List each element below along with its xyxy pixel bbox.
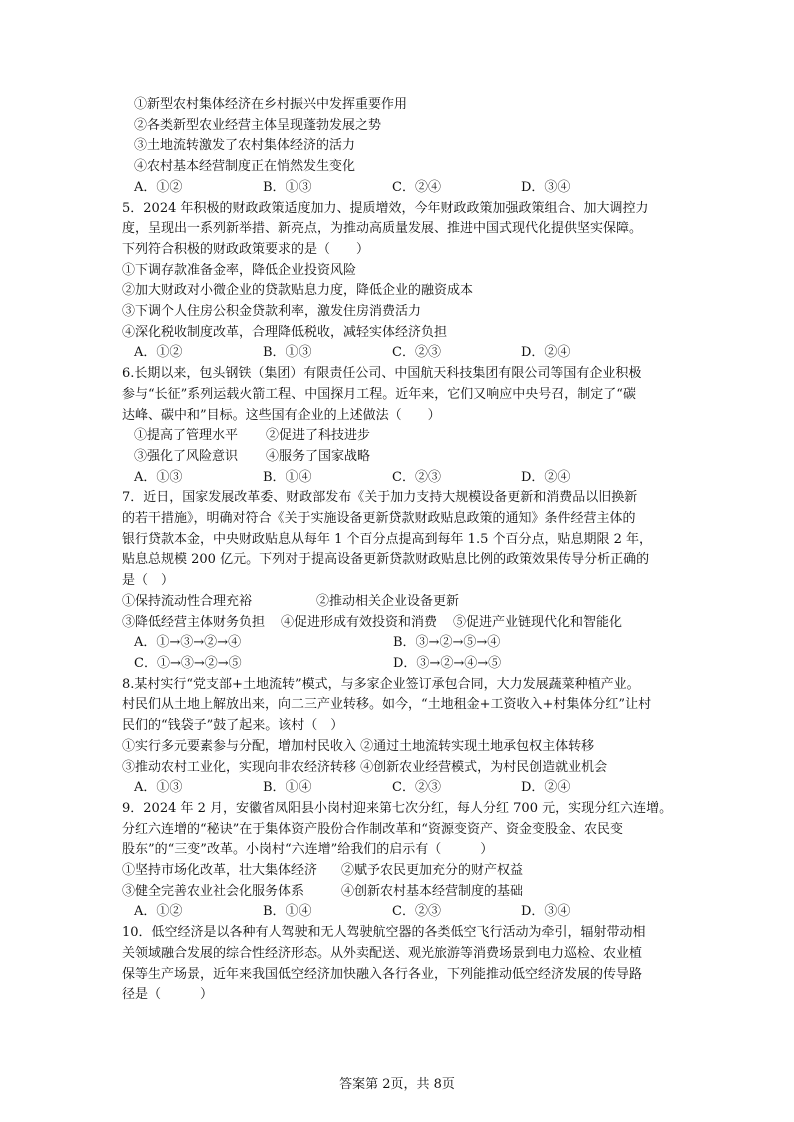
q4-items bbox=[122, 95, 678, 178]
q7-item-2: ②推动相关企业设备更新 bbox=[316, 593, 460, 609]
q9-option-a: A．①② bbox=[134, 904, 183, 920]
q4-item-1: ①新型农村集体经济在乡村振兴中发挥重要作用 bbox=[134, 97, 408, 112]
q10-stem-line: 径是（ ） bbox=[122, 987, 214, 1003]
q9-items-row bbox=[122, 882, 678, 903]
q7-option-c: C．①→③→②→⑤ bbox=[134, 655, 242, 671]
q7-stem bbox=[122, 488, 678, 592]
q6-options bbox=[122, 468, 678, 489]
q8-stem-line: 民们的“钱袋子”鼓了起来。该村（ ） bbox=[122, 718, 344, 734]
q10-stem-line: 关领域融合发展的综合性经济形态。从外卖配送、观光旅游等消费场景到电力巡检、农业植 bbox=[122, 945, 643, 961]
q7-option-d: D．③→②→④→⑤ bbox=[393, 655, 502, 671]
q5-options bbox=[122, 343, 678, 364]
q8-option-d: D．②④ bbox=[521, 780, 571, 796]
q7-items-row-2 bbox=[122, 613, 678, 634]
q4-item-4: ④农村基本经营制度正在悄然发生变化 bbox=[134, 159, 356, 175]
q5-items bbox=[122, 261, 678, 344]
q9-stem-line: 分红六连增的“秘诀”在于集体资产股份合作制改革和“资源变资产、资金变股金、农民变 bbox=[122, 821, 623, 837]
q5-stem bbox=[122, 199, 678, 261]
q5-item-2: ②加大财政对小微企业的贷款贴息力度，降低企业的融资成本 bbox=[122, 283, 474, 299]
q9-options bbox=[122, 902, 678, 923]
q4-options bbox=[122, 178, 678, 199]
q7-stem-line: 7．近日，国家发展改革委、财政部发布《关于加力支持大规模设备更新和消费品以旧换新 bbox=[122, 490, 638, 506]
q9-item-4: ④创新农村基本经营制度的基础 bbox=[341, 883, 524, 899]
q5-stem-line: 5．2024 年积极的财政政策适度加力、提质增效，今年财政政策加强政策组合、加大调控力 bbox=[122, 200, 649, 216]
q8-items-line: ③推动农村工业化，实现向非农经济转移 ④创新农业经营模式，为村民创造就业机会 bbox=[122, 759, 608, 775]
q7-options-row-2 bbox=[122, 654, 678, 675]
q7-item-5: ⑤促进产业链现代化和智能化 bbox=[453, 614, 623, 630]
question-content bbox=[122, 95, 678, 1006]
q7-stem-line: 银行贷款本金，中央财政贴息从每年 1 个百分点提高到每年 1.5 个百分点，贴息期限 2 年， bbox=[122, 531, 653, 547]
q6-item-2: ②促进了科技进步 bbox=[266, 428, 371, 444]
q7-item-1: ①保持流动性合理充裕 bbox=[122, 593, 253, 609]
q8-options bbox=[122, 778, 678, 799]
q7-item-3: ③降低经营主体财务负担 bbox=[122, 614, 266, 630]
page-footer: 答案第 2页，共 8页 bbox=[339, 1077, 455, 1092]
q4-option-d: D．③④ bbox=[521, 179, 571, 195]
q6-option-c: C．②③ bbox=[392, 469, 441, 485]
q6-option-d: D．②④ bbox=[521, 469, 571, 485]
q4-option-c: C．②④ bbox=[392, 179, 441, 195]
q9-item-3: ③健全完善农业社会化服务体系 bbox=[122, 883, 305, 899]
q9-item-1: ①坚持市场化改革，壮大集体经济 bbox=[122, 863, 318, 879]
q6-items bbox=[122, 426, 678, 467]
q9-stem bbox=[122, 799, 678, 861]
q9-item-2: ②赋予农民更加充分的财产权益 bbox=[341, 863, 524, 879]
q8-items bbox=[122, 737, 678, 778]
q7-items-row-1 bbox=[122, 592, 678, 613]
q4-option-a: A．①② bbox=[134, 179, 183, 195]
q4-option-b: B．①③ bbox=[263, 179, 312, 195]
q5-stem-line: 度，呈现出一系列新举措、新亮点，为推动高质量发展、推进中国式现代化提供坚实保障。 bbox=[122, 221, 643, 237]
q7-options-row-1 bbox=[122, 633, 678, 654]
q6-stem-line: 达峰、碳中和”目标。这些国有企业的上述做法（ ） bbox=[122, 407, 441, 423]
q9-items bbox=[122, 861, 678, 902]
q7-stem-line: 是（ ） bbox=[122, 573, 175, 589]
q9-option-c: C．②③ bbox=[392, 904, 441, 920]
q5-option-b: B．①③ bbox=[263, 345, 312, 361]
q10-stem-line: 10．低空经济是以各种有人驾驶和无人驾驶航空器的各类低空飞行活动为牵引，辐射带动相 bbox=[122, 925, 646, 941]
q9-option-b: B．①④ bbox=[263, 904, 312, 920]
q7-option-a: A．①→③→②→④ bbox=[134, 635, 242, 651]
q7-item-4: ④促进形成有效投资和消费 bbox=[281, 614, 438, 630]
q9-items-row bbox=[122, 861, 678, 882]
q5-option-d: D．②④ bbox=[521, 345, 571, 361]
q7-stem-line: 贴息总规模 200 亿元。下列对于提高设备更新贷款财政贴息比例的政策效果传导分析正确的 bbox=[122, 552, 650, 568]
q6-item-1: ①提高了管理水平 bbox=[134, 428, 239, 444]
q8-items-line: ①实行多元要素参与分配，增加村民收入 ②通过土地流转实现土地承包权主体转移 bbox=[122, 738, 595, 754]
q10-stem-line: 保等生产场景，近年来我国低空经济加快融入各行各业，下列能推动低空经济发展的传导路 bbox=[122, 966, 643, 982]
q6-item-3: ③强化了风险意识 bbox=[134, 448, 239, 464]
q10-stem bbox=[122, 923, 678, 1006]
q5-stem-line: 下列符合积极的财政政策要求的是（ ） bbox=[122, 241, 370, 257]
q8-option-c: C．②③ bbox=[392, 780, 441, 796]
q5-item-4: ④深化税收制度改革，合理降低税收，减轻实体经济负担 bbox=[122, 324, 448, 340]
q5-option-c: C．②③ bbox=[392, 345, 441, 361]
q6-items-row bbox=[122, 447, 678, 468]
q7-stem-line: 的若干措施》，明确对符合《关于实施设备更新贷款财政贴息政策的通知》条件经营主体的 bbox=[122, 511, 636, 527]
q5-item-1: ①下调存款准备金率，降低企业投资风险 bbox=[122, 262, 357, 278]
q8-option-a: A．①③ bbox=[134, 780, 183, 796]
q8-stem-line: 8.某村实行“党支部+土地流转”模式，与多家企业签订承包合同，大力发展蔬菜种植产业。 bbox=[122, 676, 640, 692]
q6-stem-line: 参与“长征”系列运载火箭工程、中国探月工程。近年来，它们又响应中央号召，制定了“碳 bbox=[122, 386, 636, 402]
q5-item-3: ③下调个人住房公积金贷款利率，激发住房消费活力 bbox=[122, 304, 422, 320]
q9-stem-line: 9．2024 年 2 月，安徽省凤阳县小岗村迎来第七次分红，每人分红 700 元，实现分红六连增。 bbox=[122, 800, 673, 816]
q9-option-d: D．③④ bbox=[521, 904, 571, 920]
q6-items-row bbox=[122, 426, 678, 447]
q4-item-3: ③土地流转激发了农村集体经济的活力 bbox=[134, 138, 356, 154]
q8-option-b: B．①④ bbox=[263, 780, 312, 796]
q4-item-2: ②各类新型农业经营主体呈现蓬勃发展之势 bbox=[134, 117, 382, 133]
q8-stem bbox=[122, 675, 678, 737]
q6-item-4: ④服务了国家战略 bbox=[266, 448, 371, 464]
q9-stem-line: 股东”的“三变”改革。小岗村“六连增”给我们的启示有（ ） bbox=[122, 842, 494, 858]
q5-option-a: A．①② bbox=[134, 345, 183, 361]
q6-stem bbox=[122, 364, 678, 426]
q8-stem-line: 村民们从土地上解放出来，向二三产业转移。如今，“土地租金+工资收入+村集体分红”让村 bbox=[122, 697, 652, 713]
q6-stem-line: 6.长期以来，包头钢铁（集团）有限责任公司、中国航天科技集团有限公司等国有企业积极 bbox=[122, 366, 642, 382]
q7-option-b: B．③→②→⑤→④ bbox=[393, 635, 501, 651]
q6-option-b: B．①④ bbox=[263, 469, 312, 485]
q6-option-a: A．①③ bbox=[134, 469, 183, 485]
